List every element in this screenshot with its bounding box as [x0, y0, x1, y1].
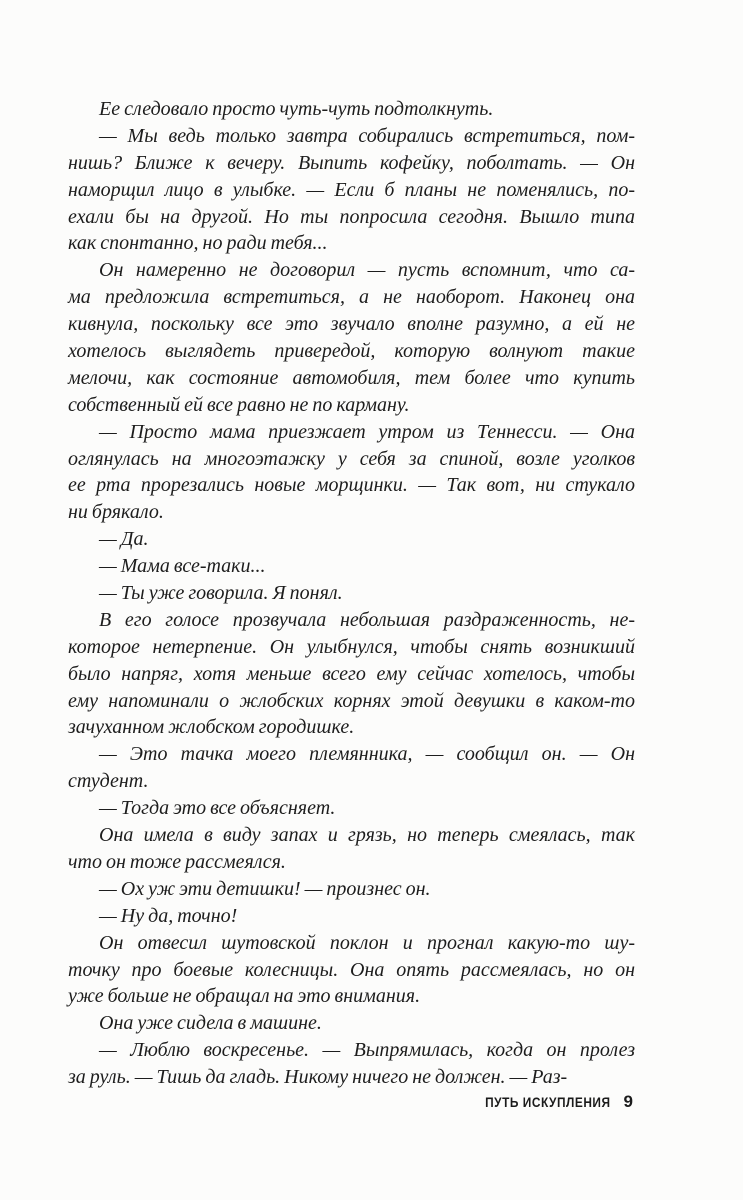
text-line: наморщил лицо в улыбке. — Если б планы не поменялись, по-: [68, 178, 635, 201]
paragraph: [68, 1010, 635, 1037]
text-line: кивнула, поскольку все это звучало вполне разумно, а ей не: [68, 313, 635, 336]
paragraph: [68, 795, 635, 822]
text-line: — Мы ведь только завтра собирались встретиться, пом-: [99, 124, 635, 147]
text-line: ни брякало.: [68, 501, 164, 524]
paragraph: [68, 96, 635, 123]
paragraph: [68, 1037, 635, 1091]
paragraph: [68, 580, 635, 607]
paragraph: [68, 903, 635, 930]
text-line: точку про боевые колесницы. Она опять рассмеялась, но он: [68, 958, 635, 981]
paragraph: [68, 876, 635, 903]
text-line: Он отвесил шутовской поклон и прогнал какую-то шу-: [99, 931, 635, 954]
text-line: студент.: [68, 770, 149, 793]
paragraph: [68, 419, 635, 527]
text-line: как спонтанно, но ради тебя...: [68, 232, 328, 255]
text-line: ее рта прорезались новые морщинки. — Так вот, ни стукало: [68, 474, 635, 497]
text-line: ма предложила встретиться, а не наоборот. Наконец она: [68, 286, 635, 309]
paragraph: [68, 607, 635, 741]
text-line: Она уже сидела в машине.: [99, 1012, 322, 1035]
text-line: за руль. — Тишь да гладь. Никому ничего не должен. — Раз-: [68, 1066, 568, 1089]
paragraph: [68, 930, 635, 1011]
running-footer: [468, 1092, 633, 1112]
text-line: Он намеренно не договорил — пусть вспомнит, что са-: [99, 259, 635, 282]
page-number: 9: [623, 1092, 633, 1111]
text-line: — Ну да, точно!: [99, 904, 238, 927]
text-line: было напряг, хотя меньше всего ему сейчас хотелось, чтобы: [68, 662, 635, 685]
text-line: хотелось выглядеть привередой, которую волнуют такие: [68, 340, 635, 363]
page-text: [68, 96, 635, 1091]
text-line: ехали бы на другой. Но ты попросила сегодня. Вышло типа: [68, 205, 635, 228]
text-line: которое нетерпение. Он улыбнулся, чтобы снять возникший: [68, 635, 635, 658]
text-line: ему напоминали о жлобских корнях этой девушки в каком-то: [68, 689, 635, 712]
paragraph: [68, 553, 635, 580]
text-line: нишь? Ближе к вечеру. Выпить кофейку, поболтать. — Он: [68, 151, 635, 174]
text-line: уже больше не обращал на это внимания.: [68, 985, 421, 1008]
text-line: — Ох уж эти детишки! — произнес он.: [99, 877, 431, 900]
paragraph: [68, 257, 635, 418]
text-line: — Да.: [99, 528, 149, 551]
text-line: — Это тачка моего племянника, — сообщил он. — Он: [99, 743, 635, 766]
text-line: Ее следовало просто чуть-чуть подтолкнуть.: [99, 98, 494, 120]
text-line: мелочи, как состояние автомобиля, тем более что купить: [68, 366, 635, 389]
text-line: — Ты уже говорила. Я понял.: [99, 582, 343, 605]
paragraph: [68, 123, 635, 257]
paragraph: [68, 526, 635, 553]
running-title: ПУТЬ ИСКУПЛЕНИЯ: [485, 1095, 611, 1110]
text-line: оглянулась на многоэтажку у себя за спиной, возле уголков: [68, 447, 635, 470]
text-line: — Тогда это все объясняет.: [99, 797, 336, 820]
text-line: — Люблю воскресенье. — Выпрямилась, когда он пролез: [99, 1039, 635, 1062]
paragraph: [68, 741, 635, 795]
text-line: зачуханном жлобском городишке.: [68, 716, 355, 739]
text-line: В его голосе прозвучала небольшая раздраженность, не-: [99, 608, 635, 631]
text-line: собственный ей все равно не по карману.: [68, 393, 410, 416]
text-line: Она имела в виду запах и грязь, но теперь смеялась, так: [99, 824, 635, 847]
text-line: — Просто мама приезжает утром из Теннесси. — Она: [99, 420, 635, 443]
paragraph: [68, 822, 635, 876]
text-line: что он тоже рассмеялся.: [68, 850, 286, 873]
text-line: — Мама все-таки...: [99, 555, 266, 578]
